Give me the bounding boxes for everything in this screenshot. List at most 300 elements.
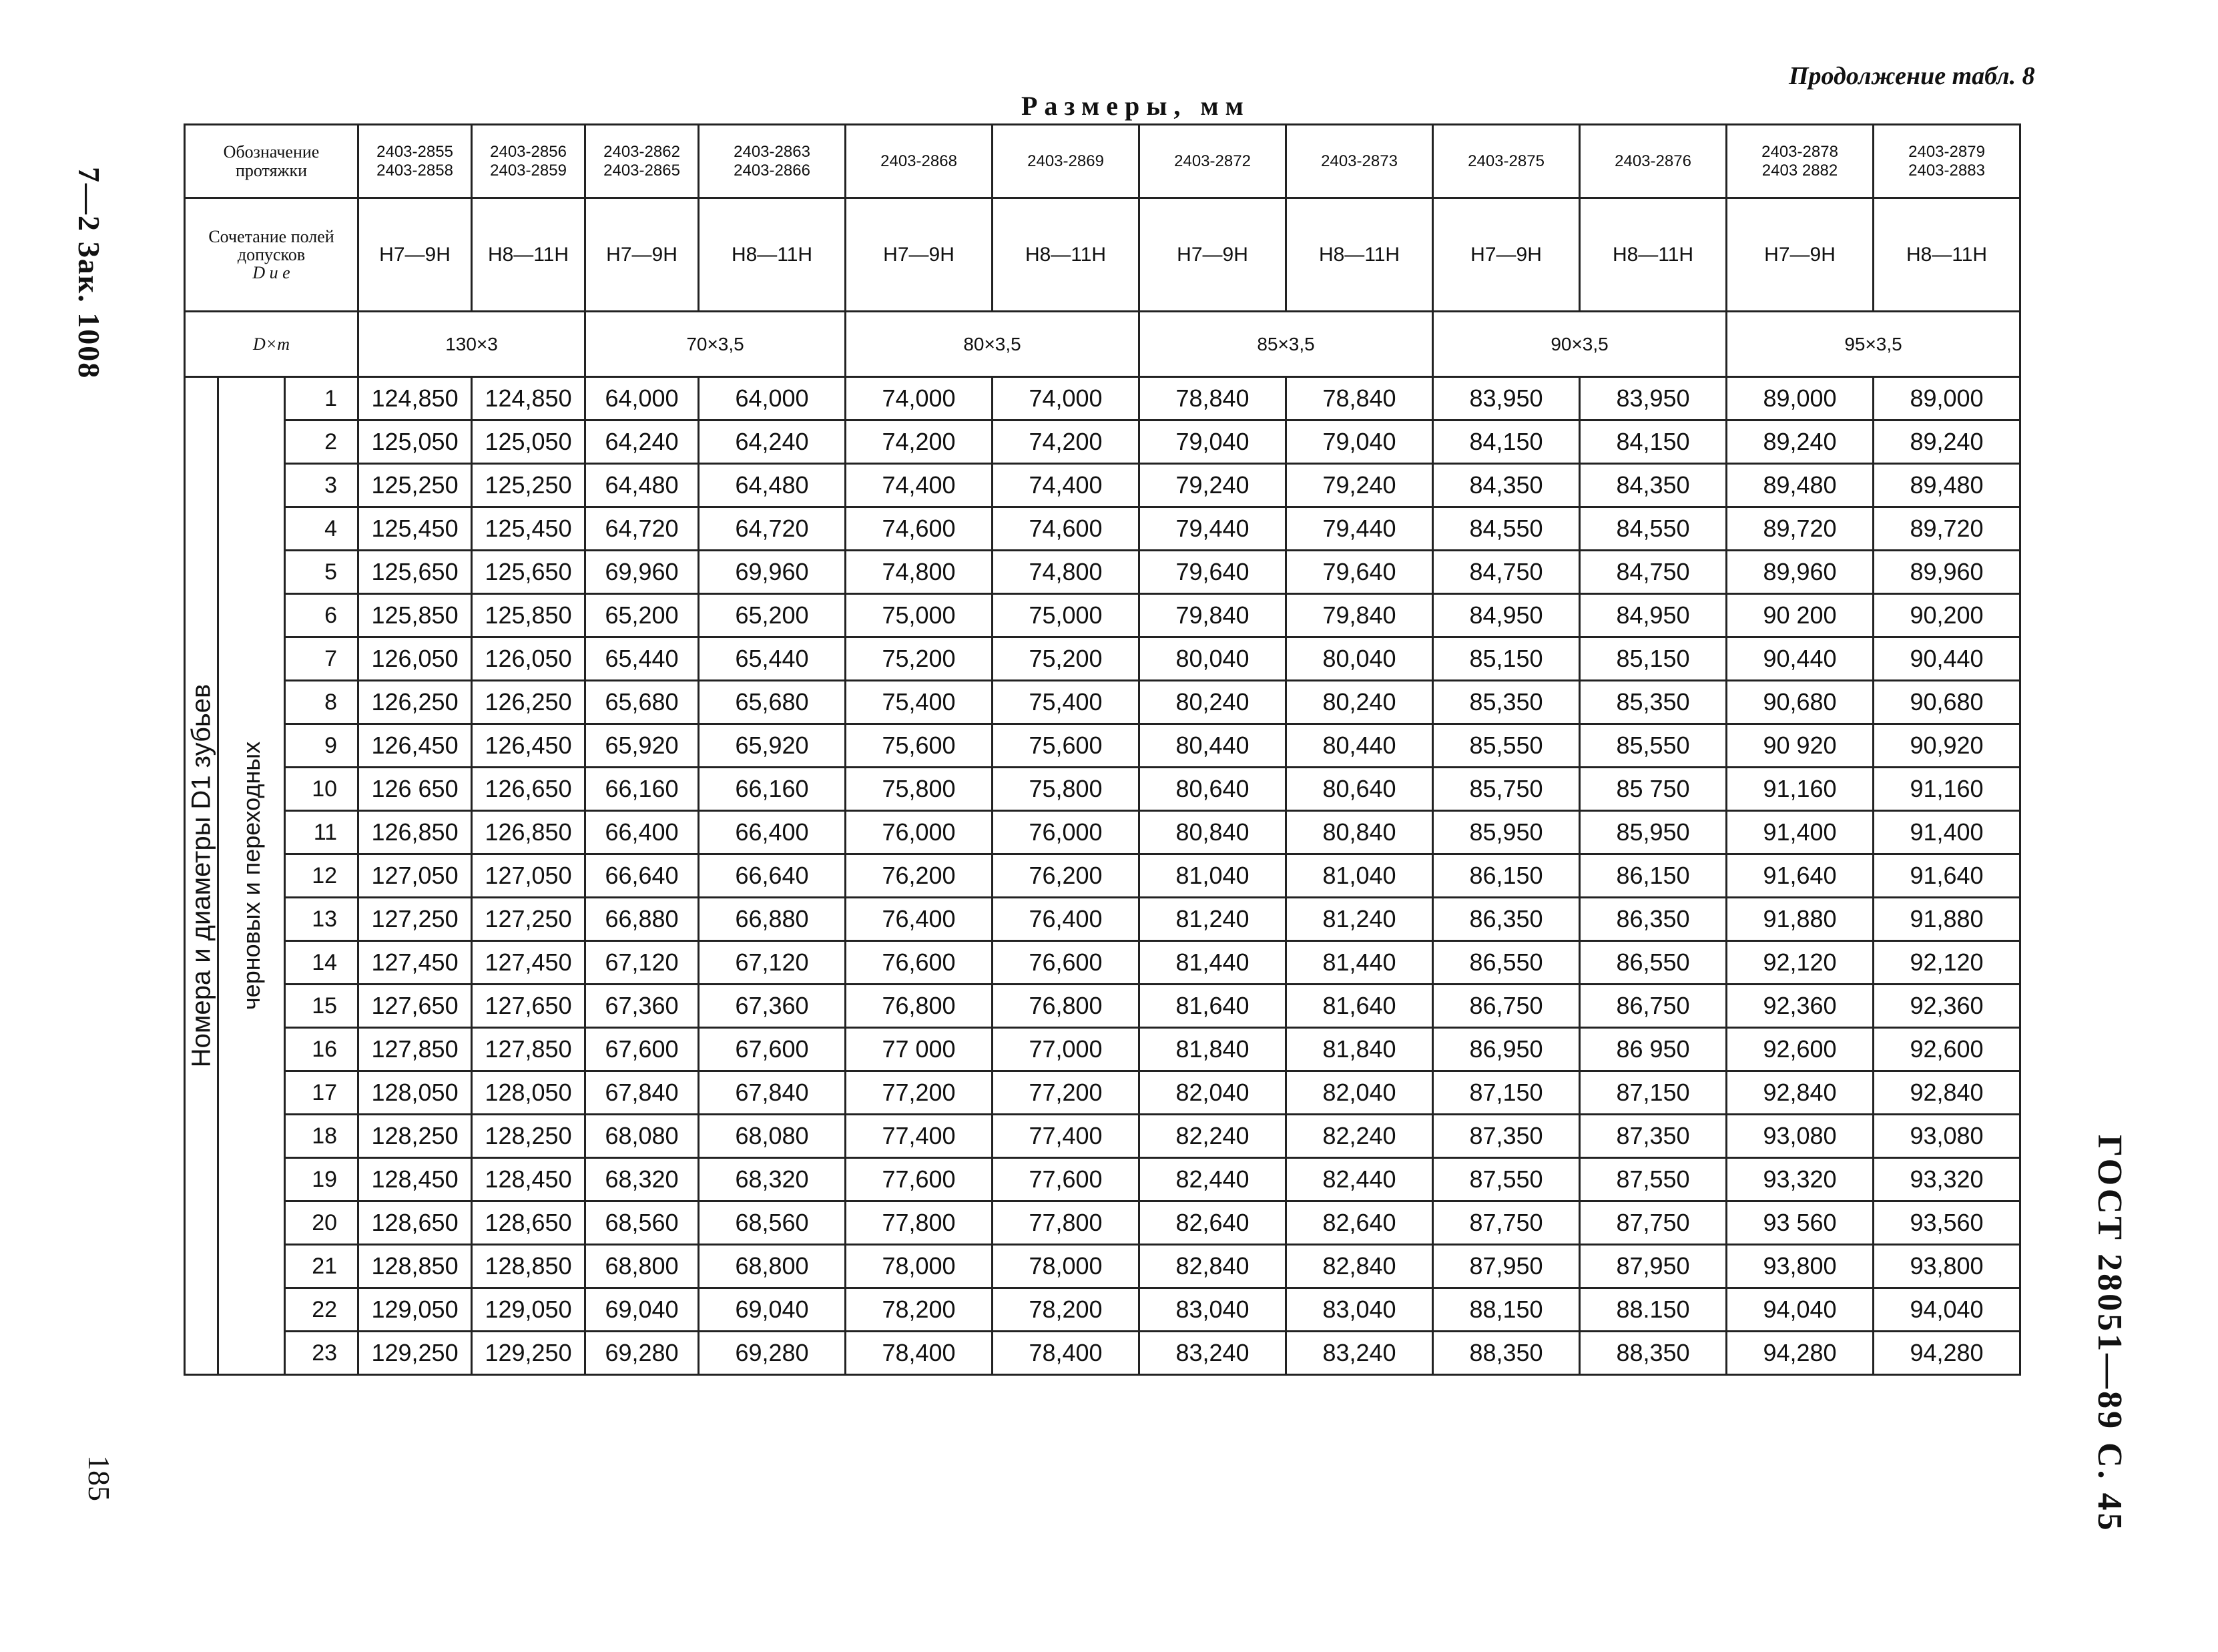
diameter-value: 84,350 — [1433, 464, 1580, 507]
dm-value: 90×3,5 — [1433, 312, 1727, 377]
diameter-value: 81,640 — [1286, 985, 1433, 1028]
diameter-value: 82,640 — [1139, 1201, 1286, 1245]
table-row — [185, 854, 2020, 898]
tooth-number: 19 — [285, 1158, 358, 1201]
diameter-value: 82,240 — [1286, 1115, 1433, 1158]
diameter-value: 126,850 — [358, 811, 472, 854]
diameter-value: 81,640 — [1139, 985, 1286, 1028]
tolerance-value: H8—11H — [993, 198, 1139, 312]
diameter-value: 69,040 — [699, 1288, 846, 1332]
diameter-value: 74,000 — [846, 377, 993, 421]
tolerance-row — [185, 198, 2020, 312]
diameter-value: 129,250 — [358, 1332, 472, 1375]
table-row — [185, 1071, 2020, 1115]
table-row — [185, 464, 2020, 507]
diameter-value: 125,850 — [472, 594, 585, 637]
diameter-value: 77,000 — [993, 1028, 1139, 1071]
diameter-value: 85,950 — [1580, 811, 1727, 854]
diameter-value: 85,150 — [1580, 637, 1727, 681]
diameter-value: 66,400 — [585, 811, 699, 854]
diameter-value: 90,680 — [1874, 681, 2020, 724]
diameter-value: 92,360 — [1727, 985, 1874, 1028]
tooth-number: 3 — [285, 464, 358, 507]
diameter-value: 80,640 — [1286, 768, 1433, 811]
diameter-value: 84,950 — [1433, 594, 1580, 637]
diameter-value: 128,250 — [358, 1115, 472, 1158]
diameter-value: 76,000 — [846, 811, 993, 854]
diameter-value: 78,840 — [1139, 377, 1286, 421]
tolerance-value: H8—11H — [1874, 198, 2020, 312]
diameter-value: 125,250 — [358, 464, 472, 507]
diameter-value: 125,850 — [358, 594, 472, 637]
diameter-value: 79,440 — [1139, 507, 1286, 551]
diameter-value: 64,480 — [699, 464, 846, 507]
diameter-value: 92,600 — [1874, 1028, 2020, 1071]
diameter-value: 65,440 — [585, 637, 699, 681]
tolerance-value: H7—9H — [1139, 198, 1286, 312]
diameter-value: 83,040 — [1286, 1288, 1433, 1332]
diameter-value: 68,080 — [699, 1115, 846, 1158]
diameter-value: 89,240 — [1727, 421, 1874, 464]
tooth-number: 7 — [285, 637, 358, 681]
designation-code: 2403-2862 2403-2865 — [585, 125, 699, 198]
diameter-value: 80,440 — [1286, 724, 1433, 768]
diameter-value: 65,680 — [585, 681, 699, 724]
diameter-value: 65,440 — [699, 637, 846, 681]
diameter-value: 77,400 — [993, 1115, 1139, 1158]
diameter-value: 76,400 — [993, 898, 1139, 941]
diameter-value: 85,750 — [1433, 768, 1580, 811]
diameter-value: 78,000 — [993, 1245, 1139, 1288]
designation-code: 2403-2869 — [993, 125, 1139, 198]
tooth-number: 20 — [285, 1201, 358, 1245]
diameter-value: 128,050 — [472, 1071, 585, 1115]
diameter-value: 94,040 — [1874, 1288, 2020, 1332]
tolerance-value: H8—11H — [472, 198, 585, 312]
diameter-value: 74,000 — [993, 377, 1139, 421]
diameter-value: 78,400 — [993, 1332, 1139, 1375]
diameter-value: 92,600 — [1727, 1028, 1874, 1071]
diameter-value: 82,240 — [1139, 1115, 1286, 1158]
diameter-value: 66,640 — [699, 854, 846, 898]
diameter-value: 124,850 — [472, 377, 585, 421]
diameter-value: 128,850 — [472, 1245, 585, 1288]
diameter-value: 74,600 — [846, 507, 993, 551]
diameter-value: 79,840 — [1286, 594, 1433, 637]
designation-code: 2403-2863 2403-2866 — [699, 125, 846, 198]
diameter-value: 85,550 — [1580, 724, 1727, 768]
diameter-value: 67,120 — [699, 941, 846, 985]
diameter-value: 89,480 — [1727, 464, 1874, 507]
dm-value: 130×3 — [358, 312, 585, 377]
diameter-value: 83,040 — [1139, 1288, 1286, 1332]
diameter-value: 90,440 — [1874, 637, 2020, 681]
diameter-value: 126 650 — [358, 768, 472, 811]
diameter-value: 93 560 — [1727, 1201, 1874, 1245]
tolerance-value: H8—11H — [1286, 198, 1433, 312]
diameter-value: 126,650 — [472, 768, 585, 811]
diameter-value: 75,800 — [993, 768, 1139, 811]
diameter-value: 64,000 — [585, 377, 699, 421]
diameter-value: 129,250 — [472, 1332, 585, 1375]
table-row — [185, 1158, 2020, 1201]
diameter-value: 82,040 — [1286, 1071, 1433, 1115]
diameter-value: 80,240 — [1139, 681, 1286, 724]
tooth-number: 8 — [285, 681, 358, 724]
diameter-value: 64,240 — [585, 421, 699, 464]
table-row — [185, 421, 2020, 464]
diameter-value: 84,550 — [1433, 507, 1580, 551]
diameter-value: 87,550 — [1433, 1158, 1580, 1201]
continuation-title: Продолжение табл. 8 — [1789, 62, 2035, 90]
diameter-value: 125,450 — [358, 507, 472, 551]
units-caption: Размеры, мм — [1021, 91, 1250, 121]
diameter-value: 65,680 — [699, 681, 846, 724]
tooth-number: 2 — [285, 421, 358, 464]
diameter-value: 66,880 — [585, 898, 699, 941]
page-number: 185 — [82, 1455, 116, 1501]
diameter-value: 66,640 — [585, 854, 699, 898]
diameter-value: 75,000 — [846, 594, 993, 637]
diameter-value: 77,800 — [993, 1201, 1139, 1245]
diameter-value: 81,240 — [1139, 898, 1286, 941]
diameter-value: 86,150 — [1433, 854, 1580, 898]
dm-row — [185, 312, 2020, 377]
diameter-value: 86 950 — [1580, 1028, 1727, 1071]
diameter-value: 84,750 — [1433, 551, 1580, 594]
diameter-value: 89,000 — [1727, 377, 1874, 421]
diameter-value: 68,320 — [585, 1158, 699, 1201]
diameter-value: 126,250 — [472, 681, 585, 724]
diameter-value: 79,040 — [1286, 421, 1433, 464]
diameter-value: 75,400 — [846, 681, 993, 724]
diameter-value: 93,800 — [1727, 1245, 1874, 1288]
diameter-value: 85 750 — [1580, 768, 1727, 811]
tooth-number: 23 — [285, 1332, 358, 1375]
diameter-value: 79,240 — [1286, 464, 1433, 507]
diameter-value: 87,550 — [1580, 1158, 1727, 1201]
diameter-value: 93,800 — [1874, 1245, 2020, 1288]
diameter-value: 127,050 — [472, 854, 585, 898]
diameter-value: 82,440 — [1286, 1158, 1433, 1201]
diameter-value: 78,200 — [846, 1288, 993, 1332]
diameter-value: 90 200 — [1727, 594, 1874, 637]
diameter-value: 125,050 — [472, 421, 585, 464]
dm-value: 85×3,5 — [1139, 312, 1433, 377]
diameter-value: 64,480 — [585, 464, 699, 507]
diameter-value: 81,240 — [1286, 898, 1433, 941]
diameter-value: 76,200 — [846, 854, 993, 898]
diameter-value: 65,200 — [699, 594, 846, 637]
diameter-value: 87,350 — [1580, 1115, 1727, 1158]
tolerance-value: H7—9H — [846, 198, 993, 312]
diameter-value: 77,800 — [846, 1201, 993, 1245]
side-label-outer-text: Номера и диаметры D1 зубьев — [186, 683, 216, 1068]
diameter-value: 90,920 — [1874, 724, 2020, 768]
diameter-value: 74,400 — [993, 464, 1139, 507]
diameter-value: 89,720 — [1727, 507, 1874, 551]
diameter-value: 91,400 — [1874, 811, 2020, 854]
diameter-value: 69,960 — [585, 551, 699, 594]
diameter-value: 66,880 — [699, 898, 846, 941]
diameter-value: 67,600 — [585, 1028, 699, 1071]
diameter-value: 78,200 — [993, 1288, 1139, 1332]
diameter-value: 91,160 — [1727, 768, 1874, 811]
diameter-value: 76,000 — [993, 811, 1139, 854]
diameter-value: 92,360 — [1874, 985, 2020, 1028]
diameter-value: 74,200 — [846, 421, 993, 464]
diameter-value: 82,440 — [1139, 1158, 1286, 1201]
tooth-number: 11 — [285, 811, 358, 854]
diameter-value: 125,250 — [472, 464, 585, 507]
diameter-value: 91,880 — [1874, 898, 2020, 941]
diameter-value: 126,050 — [472, 637, 585, 681]
diameter-value: 69,960 — [699, 551, 846, 594]
diameter-value: 79,640 — [1286, 551, 1433, 594]
diameter-value: 74,200 — [993, 421, 1139, 464]
diameter-value: 75,200 — [846, 637, 993, 681]
designation-code: 2403-2872 — [1139, 125, 1286, 198]
diameter-value: 126,450 — [358, 724, 472, 768]
table-row — [185, 985, 2020, 1028]
diameter-value: 90,200 — [1874, 594, 2020, 637]
tooth-number: 1 — [285, 377, 358, 421]
diameter-value: 77,200 — [846, 1071, 993, 1115]
diameter-value: 81,040 — [1286, 854, 1433, 898]
diameter-value: 88,350 — [1580, 1332, 1727, 1375]
diameter-value: 75,600 — [846, 724, 993, 768]
tooth-number: 6 — [285, 594, 358, 637]
side-label-inner-text: черновых и переходных — [237, 741, 265, 1011]
diameter-value: 78,000 — [846, 1245, 993, 1288]
diameter-value: 84,350 — [1580, 464, 1727, 507]
diameter-value: 92,120 — [1874, 941, 2020, 985]
diameter-value: 126,250 — [358, 681, 472, 724]
diameter-value: 86,750 — [1580, 985, 1727, 1028]
diameter-value: 79,640 — [1139, 551, 1286, 594]
diameter-value: 82,840 — [1139, 1245, 1286, 1288]
diameter-value: 74,600 — [993, 507, 1139, 551]
diameter-value: 87,350 — [1433, 1115, 1580, 1158]
diameter-value: 92,840 — [1727, 1071, 1874, 1115]
diameter-value: 80,840 — [1286, 811, 1433, 854]
diameter-value: 80,240 — [1286, 681, 1433, 724]
diameter-value: 67,600 — [699, 1028, 846, 1071]
diameter-value: 77 000 — [846, 1028, 993, 1071]
tolerance-value: H7—9H — [585, 198, 699, 312]
diameter-value: 81,840 — [1139, 1028, 1286, 1071]
designation-code: 2403-2856 2403-2859 — [472, 125, 585, 198]
diameter-value: 80,640 — [1139, 768, 1286, 811]
diameter-value: 85,350 — [1433, 681, 1580, 724]
diameter-value: 127,050 — [358, 854, 472, 898]
table-row — [185, 1201, 2020, 1245]
diameter-value: 126,850 — [472, 811, 585, 854]
dm-value: 80×3,5 — [846, 312, 1139, 377]
tolerance-value: H7—9H — [1727, 198, 1874, 312]
diameter-value: 67,360 — [585, 985, 699, 1028]
diameter-value: 91,400 — [1727, 811, 1874, 854]
table-row — [185, 1245, 2020, 1288]
diameter-value: 94,280 — [1874, 1332, 2020, 1375]
table-row — [185, 507, 2020, 551]
dm-value: 95×3,5 — [1727, 312, 2020, 377]
diameter-value: 87,150 — [1580, 1071, 1727, 1115]
diameter-value: 93,560 — [1874, 1201, 2020, 1245]
diameter-value: 91,640 — [1874, 854, 2020, 898]
diameter-value: 125,450 — [472, 507, 585, 551]
designation-row — [185, 125, 2020, 198]
designation-label: Обозначение протяжки — [185, 125, 358, 198]
table-row — [185, 594, 2020, 637]
tooth-number: 9 — [285, 724, 358, 768]
diameter-value: 74,800 — [846, 551, 993, 594]
designation-code: 2403-2879 2403-2883 — [1874, 125, 2020, 198]
table-row — [185, 377, 2020, 421]
diameter-value: 90,440 — [1727, 637, 1874, 681]
table-row — [185, 811, 2020, 854]
diameter-value: 93,320 — [1727, 1158, 1874, 1201]
table-body — [185, 377, 2020, 1375]
diameter-value: 65,920 — [585, 724, 699, 768]
diameter-value: 89,480 — [1874, 464, 2020, 507]
diameter-value: 94,280 — [1727, 1332, 1874, 1375]
diameter-value: 127,250 — [358, 898, 472, 941]
diameter-value: 76,800 — [846, 985, 993, 1028]
diameter-value: 125,650 — [358, 551, 472, 594]
diameter-value: 128,250 — [472, 1115, 585, 1158]
diameter-value: 92,120 — [1727, 941, 1874, 985]
diameter-value: 81,440 — [1139, 941, 1286, 985]
diameter-value: 85,350 — [1580, 681, 1727, 724]
diameter-value: 75,800 — [846, 768, 993, 811]
diameter-value: 83,240 — [1139, 1332, 1286, 1375]
table-row — [185, 1288, 2020, 1332]
diameter-value: 89,720 — [1874, 507, 2020, 551]
diameter-value: 80,440 — [1139, 724, 1286, 768]
diameter-value: 90,680 — [1727, 681, 1874, 724]
diameter-value: 86,550 — [1580, 941, 1727, 985]
diameter-value: 68,800 — [699, 1245, 846, 1288]
diameter-value: 128,650 — [358, 1201, 472, 1245]
diameter-value: 124,850 — [358, 377, 472, 421]
diameter-value: 129,050 — [358, 1288, 472, 1332]
diameter-value: 75,000 — [993, 594, 1139, 637]
diameter-value: 79,840 — [1139, 594, 1286, 637]
diameter-value: 86,550 — [1433, 941, 1580, 985]
diameter-value: 75,200 — [993, 637, 1139, 681]
diameter-value: 68,800 — [585, 1245, 699, 1288]
table-row — [185, 1332, 2020, 1375]
diameter-value: 84,150 — [1433, 421, 1580, 464]
tooth-number: 16 — [285, 1028, 358, 1071]
diameter-value: 125,050 — [358, 421, 472, 464]
diameter-value: 88,350 — [1433, 1332, 1580, 1375]
diameter-value: 88.150 — [1580, 1288, 1727, 1332]
diameter-value: 83,240 — [1286, 1332, 1433, 1375]
diameter-value: 127,650 — [358, 985, 472, 1028]
diameter-value: 67,120 — [585, 941, 699, 985]
dimensions-table — [184, 123, 2021, 1376]
designation-code: 2403-2855 2403-2858 — [358, 125, 472, 198]
diameter-value: 79,240 — [1139, 464, 1286, 507]
diameter-value: 81,040 — [1139, 854, 1286, 898]
diameter-value: 85,550 — [1433, 724, 1580, 768]
table-row — [185, 898, 2020, 941]
diameter-value: 82,640 — [1286, 1201, 1433, 1245]
diameter-value: 86,350 — [1433, 898, 1580, 941]
diameter-value: 64,720 — [699, 507, 846, 551]
table-row — [185, 1115, 2020, 1158]
diameter-value: 129,050 — [472, 1288, 585, 1332]
tolerance-value: H8—11H — [699, 198, 846, 312]
table-row — [185, 768, 2020, 811]
table-row — [185, 637, 2020, 681]
diameter-value: 91,640 — [1727, 854, 1874, 898]
diameter-value: 65,200 — [585, 594, 699, 637]
diameter-value: 78,840 — [1286, 377, 1433, 421]
diameter-value: 86,750 — [1433, 985, 1580, 1028]
diameter-value: 78,400 — [846, 1332, 993, 1375]
diameter-value: 67,840 — [585, 1071, 699, 1115]
diameter-value: 68,560 — [585, 1201, 699, 1245]
diameter-value: 86,950 — [1433, 1028, 1580, 1071]
diameter-value: 77,600 — [993, 1158, 1139, 1201]
diameter-value: 79,440 — [1286, 507, 1433, 551]
diameter-value: 76,600 — [846, 941, 993, 985]
diameter-value: 84,550 — [1580, 507, 1727, 551]
side-label-inner — [218, 377, 285, 1375]
diameter-value: 89,000 — [1874, 377, 2020, 421]
side-label-outer — [185, 377, 218, 1375]
tolerance-value: H8—11H — [1580, 198, 1727, 312]
diameter-value: 128,050 — [358, 1071, 472, 1115]
diameter-value: 66,160 — [699, 768, 846, 811]
diameter-value: 69,280 — [699, 1332, 846, 1375]
diameter-value: 64,720 — [585, 507, 699, 551]
table-row — [185, 724, 2020, 768]
diameter-value: 89,960 — [1874, 551, 2020, 594]
diameter-value: 128,450 — [358, 1158, 472, 1201]
diameter-value: 81,840 — [1286, 1028, 1433, 1071]
diameter-value: 77,200 — [993, 1071, 1139, 1115]
diameter-value: 74,800 — [993, 551, 1139, 594]
diameter-value: 86,150 — [1580, 854, 1727, 898]
diameter-value: 69,040 — [585, 1288, 699, 1332]
diameter-value: 68,080 — [585, 1115, 699, 1158]
diameter-value: 76,200 — [993, 854, 1139, 898]
diameter-value: 127,450 — [358, 941, 472, 985]
diameter-value: 89,960 — [1727, 551, 1874, 594]
designation-code: 2403-2878 2403 2882 — [1727, 125, 1874, 198]
dm-label: D×m — [185, 312, 358, 377]
diameter-value: 68,560 — [699, 1201, 846, 1245]
diameter-value: 64,240 — [699, 421, 846, 464]
diameter-value: 82,040 — [1139, 1071, 1286, 1115]
diameter-value: 87,750 — [1433, 1201, 1580, 1245]
tolerance-value: H7—9H — [358, 198, 472, 312]
diameter-value: 125,650 — [472, 551, 585, 594]
designation-code: 2403-2875 — [1433, 125, 1580, 198]
designation-code: 2403-2873 — [1286, 125, 1433, 198]
diameter-value: 80,040 — [1139, 637, 1286, 681]
diameter-value: 75,400 — [993, 681, 1139, 724]
diameter-value: 94,040 — [1727, 1288, 1874, 1332]
tooth-number: 12 — [285, 854, 358, 898]
diameter-value: 128,650 — [472, 1201, 585, 1245]
diameter-value: 87,150 — [1433, 1071, 1580, 1115]
diameter-value: 127,450 — [472, 941, 585, 985]
